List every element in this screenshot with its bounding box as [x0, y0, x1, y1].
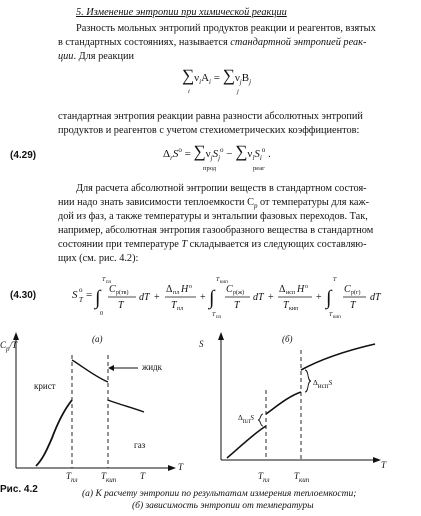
svg-text:dT: dT	[370, 292, 381, 303]
svg-text:кип: кип	[333, 315, 341, 320]
para3-line2: нии надо знать зависимости теплоемкости $C_p$ от температуры для каж-	[58, 197, 370, 210]
figure-b-plot	[205, 330, 405, 480]
svg-text:T: T	[234, 300, 240, 311]
figure-b-yaxis-label: S	[199, 339, 204, 349]
para3-line6: щих (см. рис. 4.2):	[58, 253, 139, 264]
svg-text:=: =	[86, 289, 93, 301]
svg-text:0: 0	[100, 311, 103, 317]
svg-text:пл: пл	[216, 315, 222, 320]
figure-caption-line2: (б) зависимость энтропии от температуры	[132, 501, 314, 511]
svg-text:+: +	[268, 292, 274, 303]
para3-line3: дой из фаз, а также температуры и энтальпии фазовых переходов. Так,	[58, 211, 368, 222]
svg-text:∫: ∫	[326, 287, 332, 309]
figure-b-gas-curve	[301, 344, 375, 370]
figure-number: Рис. 4.2	[0, 484, 38, 495]
svg-text:dT: dT	[139, 292, 150, 303]
sum-index-j: j	[237, 88, 239, 95]
para1-line2: в стандартных состояниях, называется стандартной энтропией реак-	[58, 37, 367, 48]
svg-text:+: +	[200, 292, 206, 303]
figure-b-ds-isp-label: ΔиспS	[313, 378, 333, 390]
svg-text:p(ж): p(ж)	[233, 290, 245, 296]
svg-text:H: H	[181, 284, 189, 295]
figure-a-tpl-label: $T_{пл}$	[66, 471, 78, 484]
svg-text:S: S	[72, 289, 78, 301]
equation-4-30	[70, 270, 415, 320]
svg-text:T: T	[171, 300, 177, 311]
svg-text:кип: кип	[220, 280, 228, 285]
svg-text:o: o	[79, 286, 83, 294]
figure-a-gas-curve	[108, 400, 144, 412]
svg-text:исп: исп	[286, 290, 296, 296]
svg-text:T: T	[79, 296, 83, 304]
svg-text:T: T	[283, 300, 289, 311]
svg-text:o: o	[189, 284, 192, 290]
sum-under-reag: реаг	[253, 165, 265, 172]
sum-under-prod: прод	[203, 165, 217, 172]
svg-text:C: C	[109, 284, 116, 295]
figure-a-t-label: T	[140, 471, 146, 481]
figure-a-gaz-label: газ	[134, 440, 146, 450]
svg-text:Δ: Δ	[166, 284, 173, 295]
para3-line5: состоянии при температуре T складывается из следующих составляю-	[58, 239, 367, 250]
figure-b-t-axis-label: T	[381, 460, 387, 470]
svg-text:H: H	[297, 284, 305, 295]
para1-line3: ции. Для реакции	[58, 51, 135, 62]
para2-line1: стандартная энтропия реакции равна разности абсолютных энтропий	[58, 111, 363, 122]
figure-a-tkip-label: $T_{кип}$	[101, 471, 117, 484]
section-title: 5. Изменение энтропии при химической реакции	[76, 7, 287, 18]
svg-text:dT: dT	[253, 292, 264, 303]
svg-text:Δ: Δ	[279, 284, 286, 295]
reaction-equation: $\sum\nu_iA_i = \sum\nu_jB_j$	[182, 66, 252, 86]
svg-text:T: T	[118, 300, 124, 311]
figure-a-t-axis-label: T	[178, 462, 184, 472]
figure-b-tpl-label: $T_{пл}$	[258, 471, 270, 484]
figure-a-label: (а)	[92, 334, 103, 344]
para3-line1: Для расчета абсолютной энтропии веществ в стандартном состоя-	[76, 183, 367, 194]
svg-text:T: T	[216, 277, 220, 283]
para1-line1: Разность мольных энтропий продуктов реакции и реагентов, взятых	[76, 23, 376, 34]
figure-b-label: (б)	[282, 334, 293, 344]
figure-a-solid-curve	[36, 400, 72, 466]
figure-a-zhidk-label: жидк	[142, 362, 162, 372]
svg-text:пл: пл	[173, 290, 180, 296]
svg-text:T: T	[102, 277, 106, 283]
equation-4-30-graphic	[70, 270, 415, 320]
svg-text:пл: пл	[177, 306, 184, 312]
svg-text:пл: пл	[106, 280, 112, 285]
svg-text:∫: ∫	[95, 287, 101, 309]
svg-text:+: +	[154, 292, 160, 303]
svg-text:p(г): p(г)	[351, 290, 361, 296]
svg-text:кип: кип	[289, 306, 299, 312]
para3-line4: например, абсолютная энтропия газообразного вещества в стандартном	[58, 225, 374, 236]
svg-text:C: C	[344, 284, 351, 295]
svg-text:C: C	[226, 284, 233, 295]
svg-text:∫: ∫	[209, 287, 215, 309]
equation-4-29: $\Delta_rS^o = \sum\nu_jS_j^o - \sum\nu_iS_i^o$ .	[163, 142, 271, 162]
svg-text:T: T	[212, 312, 216, 318]
figure-a-krist-label: крист	[34, 381, 56, 391]
svg-text:o: o	[305, 284, 308, 290]
figure-b-tkip-label: $T_{кип}$	[294, 471, 310, 484]
figure-b-isp-brace	[305, 370, 311, 392]
figure-b-pl-brace	[258, 414, 263, 426]
svg-text:T: T	[333, 277, 337, 283]
equation-number-4-29: (4.29)	[10, 150, 37, 161]
figure-a-yaxis-label: $C_p/T$	[0, 340, 18, 353]
figure-b-liquid-curve	[266, 392, 301, 414]
figure-b-ds-pl-label: ΔплS	[238, 413, 254, 425]
svg-text:+: +	[316, 292, 322, 303]
svg-text:p(тв): p(тв)	[116, 290, 129, 296]
para2-line2: продуктов и реагентов с учетом стехиометрических коэффициентов:	[58, 125, 360, 136]
figure-caption-line1: (а) К расчету энтропии по результатам измерения теплоемкости;	[82, 489, 357, 499]
sum-index-i: i	[188, 88, 190, 95]
figure-a-liquid-curve	[72, 360, 108, 382]
svg-text:T: T	[329, 312, 333, 318]
svg-text:T: T	[350, 300, 356, 311]
equation-number-4-30: (4.30)	[10, 290, 37, 301]
figure-b-solid-curve	[227, 426, 266, 458]
figure-a-plot	[0, 330, 200, 480]
